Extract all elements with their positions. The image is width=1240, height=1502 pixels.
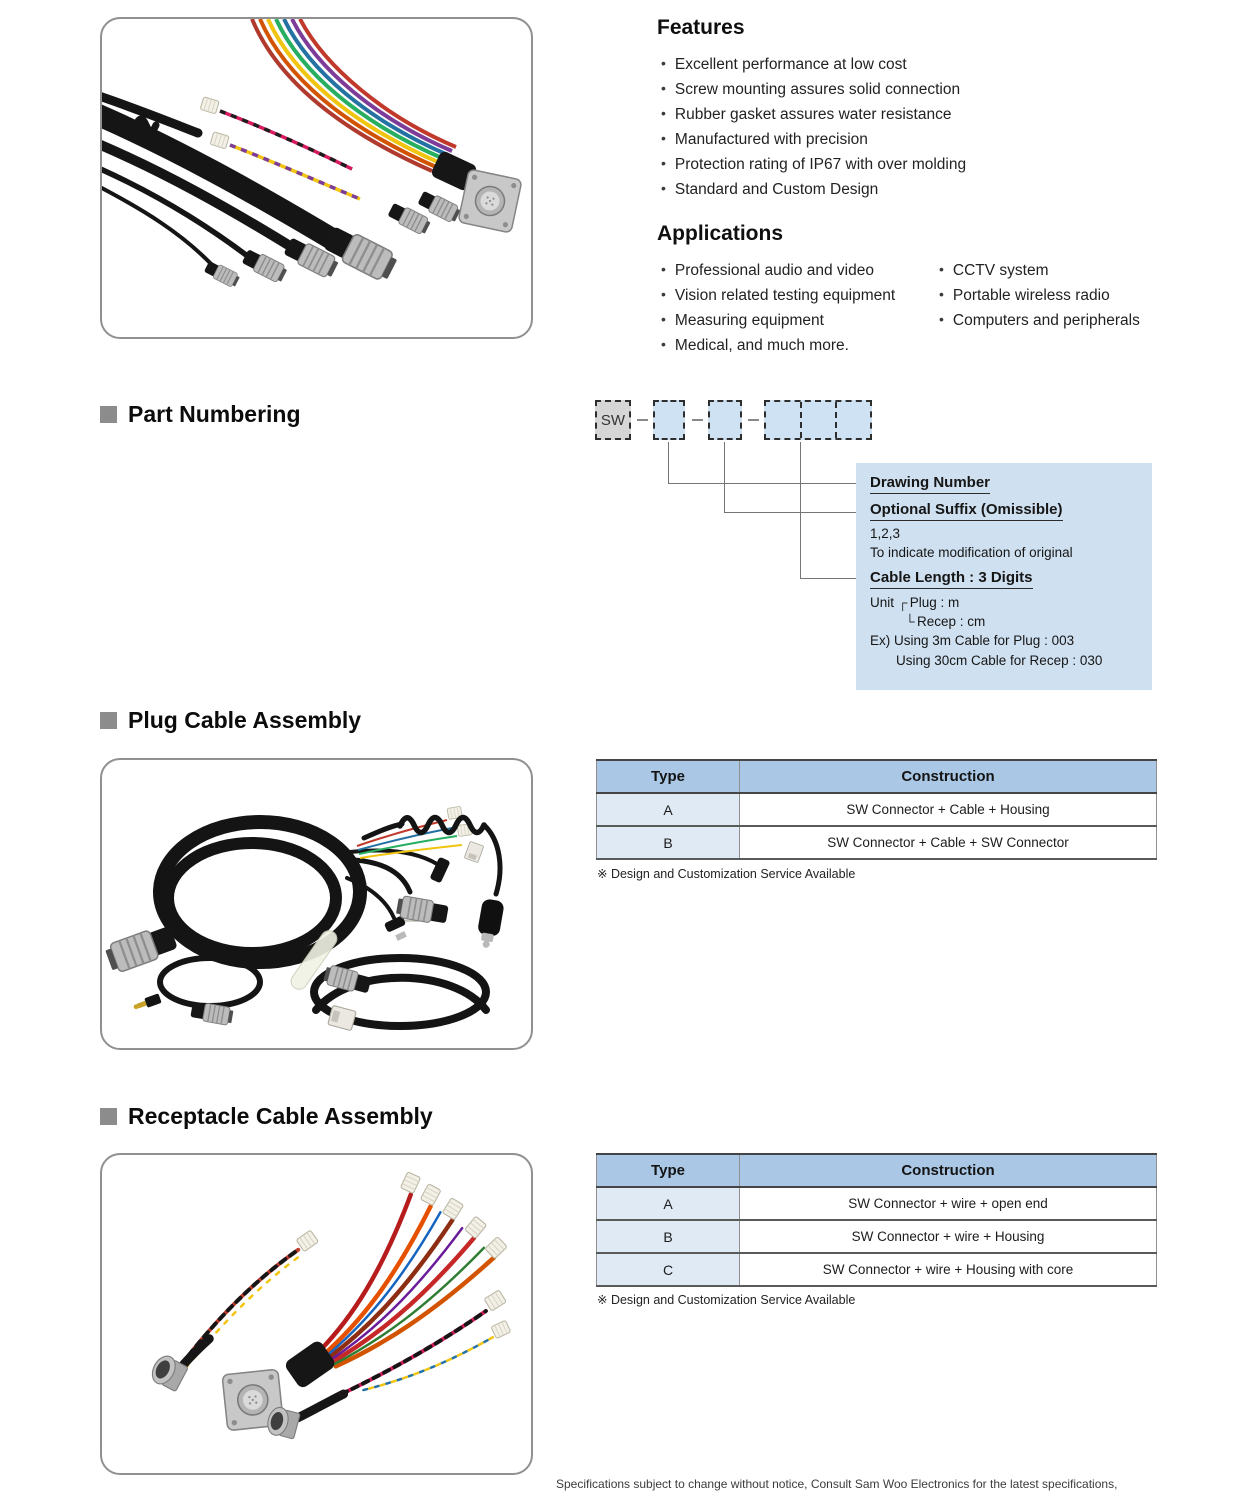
features-list (657, 52, 1217, 202)
construction-cell: SW Connector + Cable + Housing (740, 793, 1157, 826)
feature-item: • Screw mounting assures solid connection (661, 77, 1217, 102)
connector-line (724, 442, 725, 512)
digit-divider (800, 402, 802, 438)
rj45-connector (328, 1005, 357, 1030)
application-item: • CCTV system (939, 258, 1140, 283)
feature-item: • Manufactured with precision (661, 127, 1217, 152)
plug-construction-table (596, 759, 1157, 860)
table-row (597, 1253, 1157, 1286)
application-item: • Medical, and much more. (661, 333, 935, 358)
overview-photo-frame (100, 17, 533, 339)
black-cables (102, 95, 342, 267)
application-item: • Measuring equipment (661, 308, 935, 333)
feature-item: • Standard and Custom Design (661, 177, 1217, 202)
plug-photo-frame (100, 758, 533, 1050)
col-header-construction: Construction (740, 1154, 1157, 1187)
cable-length-boxes (764, 400, 872, 440)
suffix-description: To indicate modification of original (870, 545, 1073, 560)
feature-item: • Protection rating of IP67 with over molding (661, 152, 1217, 177)
applications-title: Applications (657, 222, 784, 245)
bracket-top: ┌ (897, 595, 908, 610)
footer-disclaimer: Specifications subject to change without notice, Consult Sam Woo Electronics for the latest specifications, (556, 1477, 1118, 1491)
application-item: • Vision related testing equipment (661, 283, 935, 308)
col-header-construction: Construction (740, 760, 1157, 793)
dash-separator (637, 419, 648, 421)
type-cell: A (597, 793, 740, 826)
audio-jack (132, 993, 162, 1012)
col-header-type: Type (597, 760, 740, 793)
applications-col1 (657, 258, 935, 358)
drawing-number-box (653, 400, 685, 440)
part-numbering-heading (100, 401, 301, 428)
section-marker-icon (100, 1108, 117, 1125)
col-header-type: Type (597, 1154, 740, 1187)
type-cell: B (597, 826, 740, 859)
drawing-number-label: Drawing Number (870, 474, 990, 494)
part-numbering-info-panel (856, 463, 1152, 690)
construction-cell: SW Connector + Cable + SW Connector (740, 826, 1157, 859)
plug-cables-illustration (102, 760, 531, 1048)
car-lighter-plug (475, 898, 505, 950)
receptacle-construction-table (596, 1153, 1157, 1287)
flange-connector (458, 169, 522, 233)
optional-suffix-box (708, 400, 742, 440)
wire-bundle (320, 1195, 494, 1367)
round-receptacle (148, 1352, 189, 1392)
connector-line (800, 442, 801, 578)
feature-item: • Rubber gasket assures water resistance (661, 102, 1217, 127)
unit-plug-line: Unit ┌ Plug : m (870, 595, 960, 610)
table-note: ※ Design and Customization Service Available (597, 867, 856, 881)
plug-connector (241, 247, 289, 284)
applications-section (657, 222, 1217, 358)
plug-connector (322, 223, 400, 283)
table-row (597, 826, 1157, 859)
section-marker-icon (100, 406, 117, 423)
section-title: Part Numbering (128, 401, 301, 427)
example-line-1: Ex) Using 3m Cable for Plug : 003 (870, 633, 1075, 648)
section-title: Receptacle Cable Assembly (128, 1103, 433, 1129)
application-item: • Portable wireless radio (939, 283, 1140, 308)
table-header-row (597, 760, 1157, 793)
type-cell: A (597, 1187, 740, 1220)
applications-col2 (935, 258, 1140, 358)
table-note: ※ Design and Customization Service Available (597, 1293, 856, 1307)
part-number-prefix: SW (600, 411, 626, 429)
dash-separator (748, 419, 759, 421)
type-cell: C (597, 1253, 740, 1286)
overview-cables-illustration (102, 19, 531, 337)
application-item: • Computers and peripherals (939, 308, 1140, 333)
connector-line (724, 512, 856, 513)
features-title: Features (657, 16, 745, 39)
plug-connector (203, 260, 241, 289)
connector-line (800, 578, 856, 579)
application-item: • Professional audio and video (661, 258, 935, 283)
connector-line (668, 442, 669, 483)
section-marker-icon (100, 712, 117, 729)
construction-cell: SW Connector + wire + open end (740, 1187, 1157, 1220)
suffix-values: 1,2,3 (870, 526, 901, 541)
feature-item: • Excellent performance at low cost (661, 52, 1217, 77)
receptacle-photo-frame (100, 1153, 533, 1475)
unit-recep-line: └ Recep : cm (905, 614, 986, 629)
receptacle-cables-illustration (102, 1155, 531, 1473)
example-line-2: Using 30cm Cable for Recep : 030 (896, 653, 1103, 668)
bracket-bottom: └ (905, 614, 915, 629)
connector-line (668, 483, 856, 484)
digit-divider (835, 402, 837, 438)
receptacle-assembly-heading (100, 1103, 433, 1130)
optional-suffix-label: Optional Suffix (Omissible) (870, 501, 1063, 521)
table-row (597, 1187, 1157, 1220)
cable-length-label: Cable Length : 3 Digits (870, 569, 1033, 589)
table-row (597, 793, 1157, 826)
type-cell: B (597, 1220, 740, 1253)
features-section (657, 16, 1217, 202)
plug-assembly-heading (100, 707, 361, 734)
construction-cell: SW Connector + wire + Housing (740, 1220, 1157, 1253)
ribbon-cable-bundle (252, 19, 456, 171)
section-title: Plug Cable Assembly (128, 707, 362, 733)
dash-separator (692, 419, 703, 421)
table-row (597, 1220, 1157, 1253)
part-number-prefix-box (595, 400, 631, 440)
table-header-row (597, 1154, 1157, 1187)
construction-cell: SW Connector + wire + Housing with core (740, 1253, 1157, 1286)
